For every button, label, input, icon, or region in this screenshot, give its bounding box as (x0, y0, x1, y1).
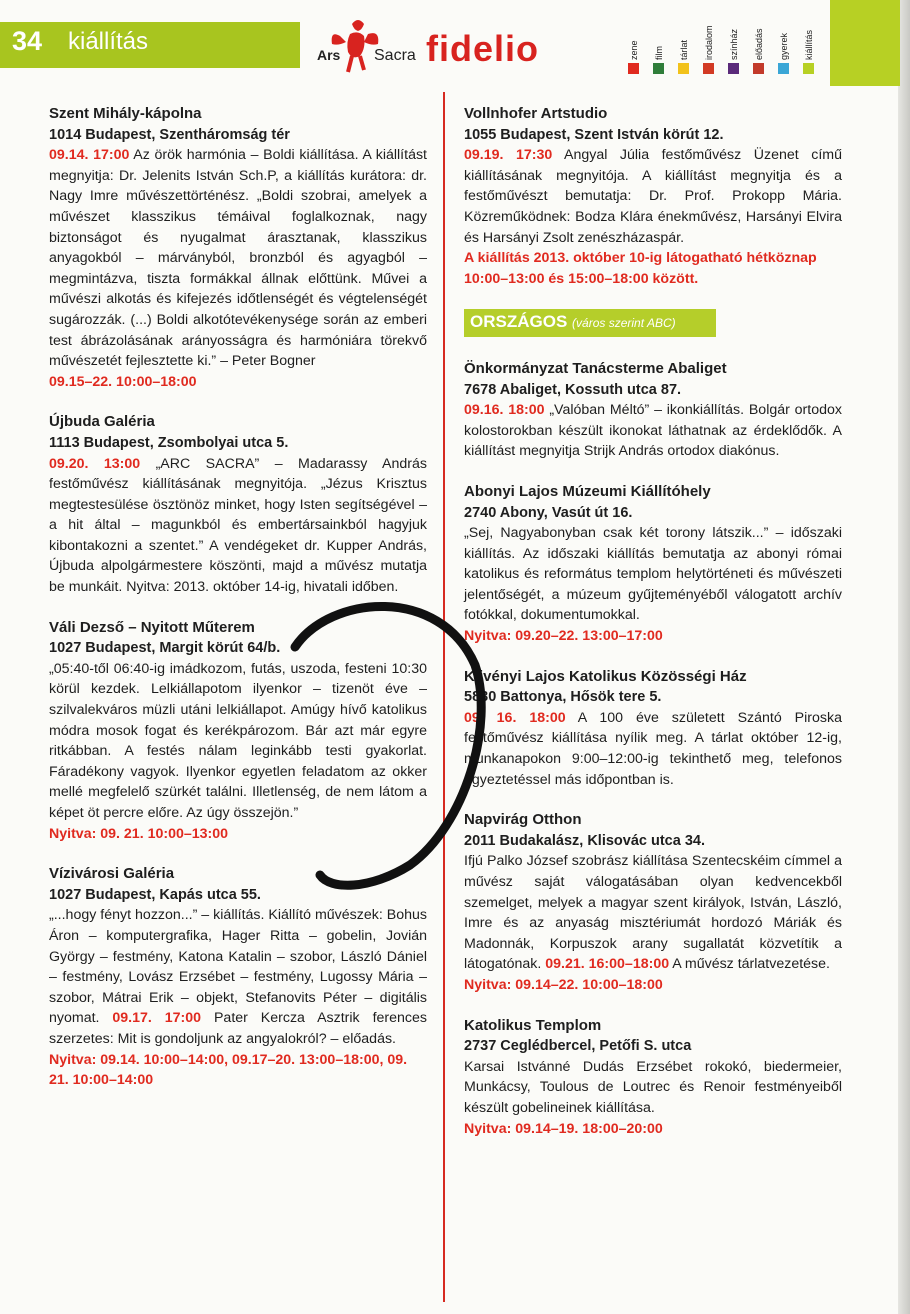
event-time: 09.14. 17:00 (49, 147, 130, 164)
opening-hours: Nyitva: 09. 21. 10:00–13:00 (49, 825, 229, 842)
opening-hours: 09.15–22. 10:00–18:00 (49, 373, 197, 390)
description-text: Pater Kercza Asztrik ferences szerzetes: Mit is gondoljunk az angyalokról? – előadás. (49, 1010, 427, 1047)
right-listings (464, 359, 842, 1139)
category-2 (676, 2, 692, 82)
category-swatch (803, 63, 814, 74)
header-band-right (830, 0, 900, 86)
venue-address: 1113 Budapest, Zsombolyai utca 5. (49, 434, 289, 451)
category-1 (651, 2, 667, 82)
category-swatch (678, 63, 689, 74)
listing (49, 104, 427, 392)
event-time: 09.20. 13:00 (49, 455, 141, 472)
listing-description (49, 905, 427, 1049)
category-4 (726, 2, 742, 82)
opening-hours: A kiállítás 2013. október 10-ig látogatható hétköznap 10:00–13:00 és 15:00–18:00 között. (464, 250, 817, 287)
region-subtitle: (város szerint ABC) (572, 316, 676, 331)
venue-address: 7678 Abaliget, Kossuth utca 87. (464, 381, 682, 398)
description-text: „ARC SACRA” – Madarassy András festőművész kiállításának megnyitója. „Jézus Krisztus megtestesülése ösztönöz minket, hogy Isten segítségével – a hit által – magunkból és embertársainkból hagyjuk kibontakozni a szentet.” A vendégeket dr. Kupper András, Újbuda alpolgármestere köszönti, majd a művész mutatja be munkáit. Nyitva: 2013. október 14-ig, hivatali időben. (49, 455, 427, 596)
venue-name: Váli Dezső – Nyitott Műterem (49, 618, 255, 636)
venue-address: 1027 Budapest, Margit körút 64/b. (49, 640, 281, 657)
listing-vollnhofer (464, 104, 842, 289)
venue-name: Vízivárosi Galéria (49, 865, 175, 883)
listing-description (464, 145, 842, 248)
event-time: 09. 16. 18:00 (464, 709, 566, 726)
venue-name: Újbuda Galéria (49, 413, 155, 431)
category-label: tárlat (679, 39, 689, 60)
listing (464, 667, 842, 791)
logo-ars: Ars (317, 47, 341, 63)
event-time: 09.16. 18:00 (464, 402, 545, 419)
header-band (0, 22, 300, 68)
listing (464, 359, 842, 462)
category-6 (776, 2, 792, 82)
right-column (464, 104, 842, 1159)
opening-hours: Nyitva: 09.20–22. 13:00–17:00 (464, 628, 663, 645)
venue-name: Katolikus Templom (464, 1016, 602, 1034)
event-time: 09.19. 17:30 (464, 147, 553, 164)
description-text: „Sej, Nagyabonyban csak két torony látszik...” – időszaki kiállítás. Az időszaki kiállítás bemutatja az abonyi római katolikus és református templom helytörténeti és művészeti jelentőségét, a múzeum gyűjteményéből válogatott archív fotókkal, dokumentumokkal. (464, 525, 842, 624)
listing-description (464, 708, 842, 790)
description-text: Ifjú Palko József szobrász kiállítása Szentecskéim címmel a művész saját válogatásában olyan kedvencekből szemelget, melyek a magyar szent királyok, István, László, Imre és az anyaság misztériumát hordozó Máriák és Madonnák, Korpuszok arany sugallatát közvetítik a látogatónak. (464, 853, 842, 973)
description-text: A 100 éve született Szántó Piroska festőművész kiállítása nyílik meg. A tárlat október 12-ig, munkanapokon 9:00–12:00-ig tekinthető meg, telefonos egyeztetéssel más időpontban is. (464, 709, 842, 788)
category-swatch (753, 63, 764, 74)
venue-address: 2011 Budakalász, Klisovác utca 34. (464, 832, 705, 849)
listing-description (49, 454, 427, 598)
venue-name: Vollnhofer Artstudio (464, 105, 608, 122)
logo-sacra: Sacra (374, 47, 416, 64)
category-3 (701, 2, 717, 82)
category-swatch (628, 63, 639, 74)
description-text: Angyal Júlia festőművész Üzenet című kiállításának megnyitója. A kiállítást megnyitja és a festőművészt bemutatja: Dr. Prof. Prokopp Mária. Közreműködnek: Bodza Klára énekművész, Harsányi Elvira és Harsányi Zsolt zenészházaspár. (464, 147, 842, 246)
region-title: ORSZÁGOS (470, 312, 568, 332)
page-edge (898, 0, 910, 1314)
description-text: Karsai Istvánné Dudás Erzsébet rokokó, biedermeier, Munkácsy, Toulous de Loutrec és Renoir festményeiből készült gobelineinek kiállítása. (464, 1058, 842, 1116)
page-number: 34 (12, 26, 43, 56)
venue-name: Napvirág Otthon (464, 811, 582, 829)
category-label: színház (729, 28, 739, 60)
category-5 (751, 2, 767, 82)
category-label: kiállítás (804, 29, 814, 60)
venue-address: 2740 Abony, Vasút út 16. (464, 504, 633, 521)
listing-description (464, 523, 842, 626)
category-0 (626, 2, 642, 82)
ink-scribble-icon (290, 585, 490, 905)
category-label: film (654, 46, 664, 60)
category-swatch (778, 63, 789, 74)
listing (49, 412, 427, 597)
listing (464, 810, 842, 995)
category-7 (801, 2, 817, 82)
listing-description (464, 1057, 842, 1119)
venue-address: 1055 Budapest, Szent István körút 12. (464, 126, 724, 143)
opening-hours: Nyitva: 09.14–22. 10:00–18:00 (464, 976, 663, 993)
listing-description (49, 145, 427, 372)
venue-address: 1027 Budapest, Kapás utca 55. (49, 886, 261, 903)
description-text: „Valóban Méltó” – ikonkiállítás. Bolgár ortodox kolostorokban készült ikonokat láthatnak az érdeklődők. A kiállítást megnyitja Strijk András ortodox diakónus. (464, 402, 842, 460)
event-time: 09.21. 16:00–18:00 (545, 956, 670, 973)
description-text: A művész tárlatvezetése. (669, 956, 830, 973)
logo-fidelio: fidelio (426, 28, 539, 69)
section-title: kiállítás (68, 28, 149, 55)
category-label: irodalom (704, 25, 714, 60)
venue-address: 1014 Budapest, Szentháromság tér (49, 126, 290, 143)
opening-hours: Nyitva: 09.14. 10:00–14:00, 09.17–20. 13:00–18:00, 09. 21. 10:00–14:00 (49, 1051, 408, 1089)
category-label: zene (629, 40, 639, 60)
category-swatch (653, 63, 664, 74)
description-text: „...hogy fényt hozzon...” – kiállítás. Kiállító művészek: Bohus Áron – komputergrafika, Hager Ritta – gobelin, Jovián György – festmény, Katona Katalin – szobor, László Dániel – festmény, Lovász Erzsébet – festmény, Lugossy Mária – szobor, Mátrai Erik – objekt, Stefanovits Péter – digitális nyomat. (49, 907, 427, 1027)
category-swatch (703, 63, 714, 74)
listing-description (464, 851, 842, 975)
event-time: 09.17. 17:00 (112, 1010, 202, 1027)
category-swatch (728, 63, 739, 74)
venue-name: Önkormányzat Tanácsterme Abaliget (464, 359, 727, 377)
listing (464, 482, 842, 647)
venue-name: Szent Mihály-kápolna (49, 105, 202, 122)
listing (464, 1016, 842, 1140)
region-banner (464, 309, 716, 337)
description-text: „05:40-től 06:40-ig imádkozom, futás, uszoda, festeni 10:30 körül kezdek. Lelkiállapotom ilyenkor – tizenöt éve – szilvalekváros müzli utáni lelkiállapot. Amúgy hívő katolikus módra mosok fogat és kerékpározom. Bár azt már egyre ritkábban. A festés nálam leginkább testi gyakorlat. Fáradékony vagyok. Ilyenkor egyetlen feladatom az okker mellé megfelelő szürkét találni. Illetlenség, de nem látom a képet öt percre előre. Az úgy összejön.” (49, 660, 427, 821)
opening-hours: Nyitva: 09.14–19. 18:00–20:00 (464, 1120, 663, 1137)
venue-name: Klivényi Lajos Katolikus Közösségi Ház (464, 667, 747, 685)
venue-address: 2737 Ceglédbercel, Petőfi S. utca (464, 1038, 692, 1055)
description-text: Az örök harmónia – Boldi kiállítása. A kiállítást megnyitja: Dr. Jelenits István Sch.P, a kiállítás kurátora: dr. Nagy Imre művészettörténész. „Boldi szobrai, amelyek a művészet klasszikus témáival foglalkoznak, nagy biztonságot és nyugalmat árasztanak, klasszikus anyagokból – márványból, bronzból és agyagból – megmintázva, tiszta formákkal állnak előttünk. Művei a művészi alkotás és kifejezés időtlenségét és végtelenségét sugározzák. (...) Boldi alkotótevékenysége során az emberi test ábrázolásának arányosságra és harmóniára törekvő művészetét fejlesztette ki.” – Peter Bogner (49, 147, 427, 370)
category-label: gyerek (779, 32, 789, 60)
listing-description (464, 400, 842, 462)
category-label: előadás (754, 28, 764, 60)
venue-address: 5830 Battonya, Hősök tere 5. (464, 689, 662, 706)
venue-name: Abonyi Lajos Múzeumi Kiállítóhely (464, 482, 711, 500)
